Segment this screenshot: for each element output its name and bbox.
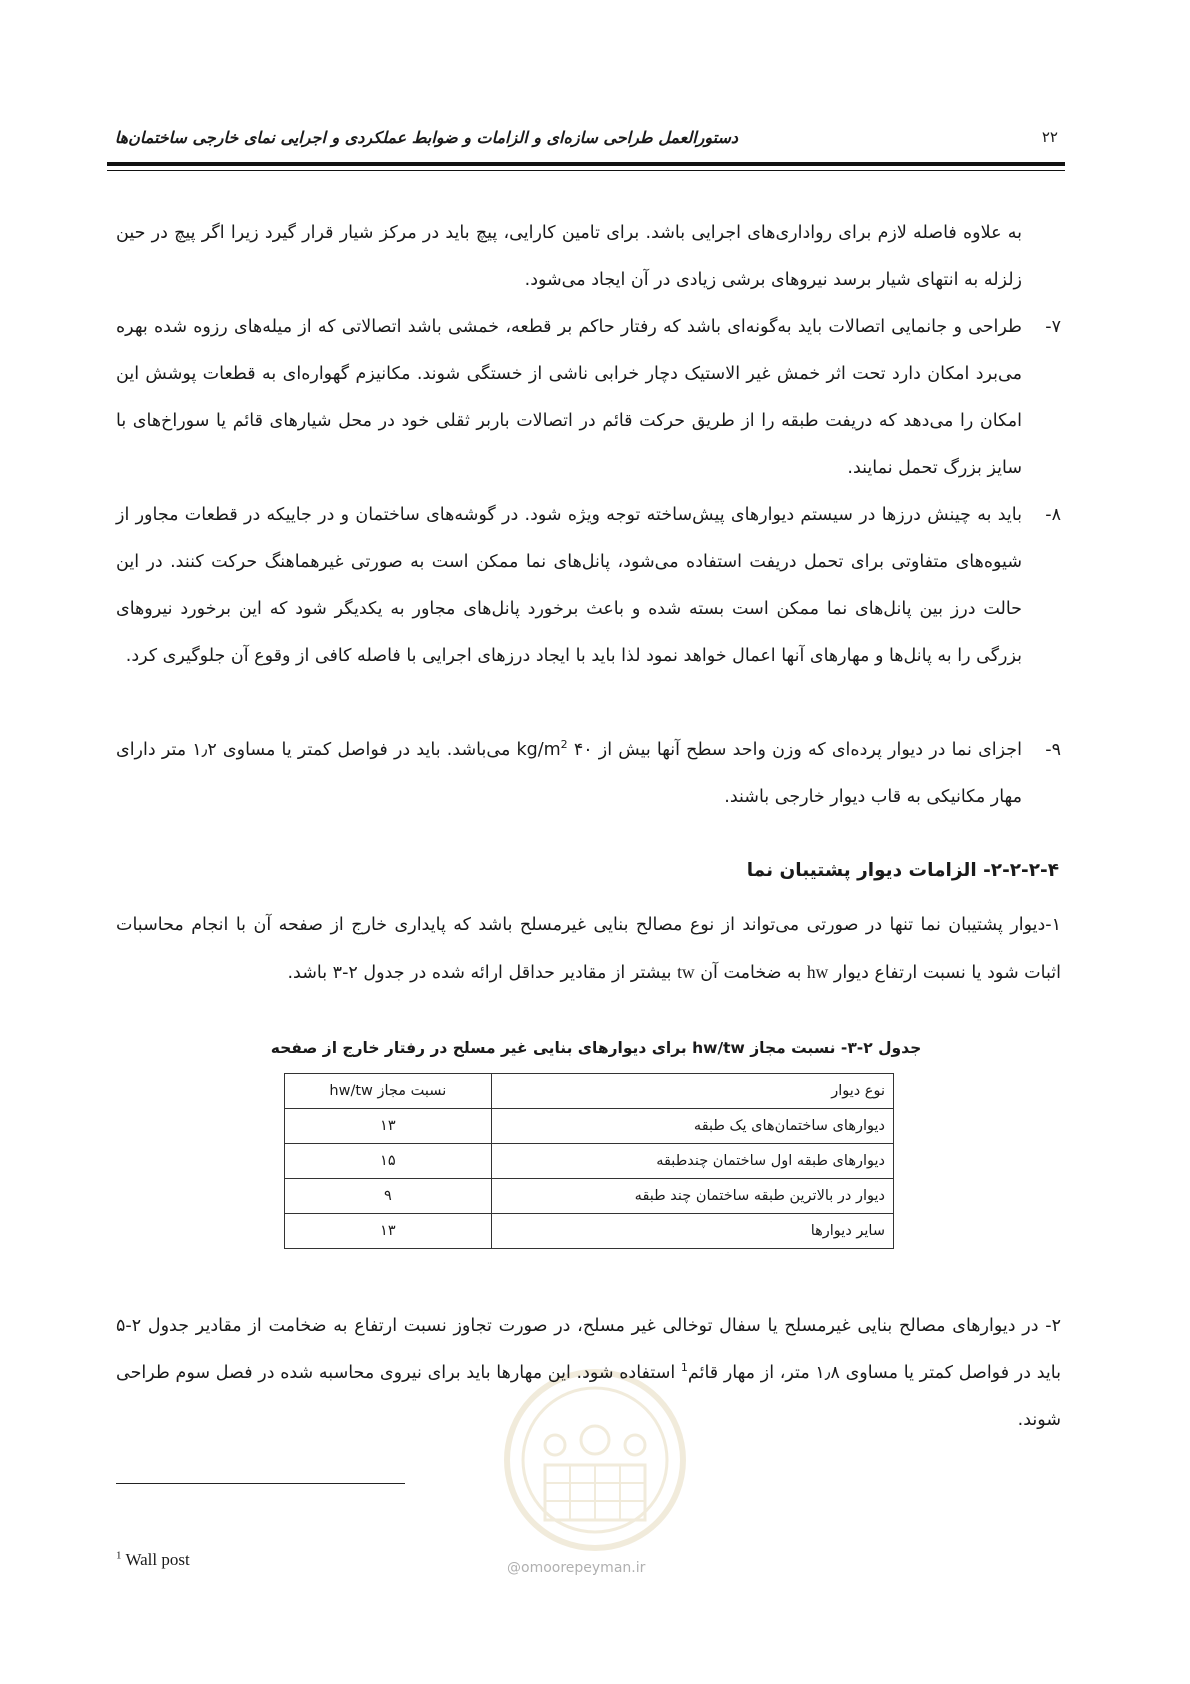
paragraph-1-text-b: به ضخامت آن xyxy=(700,963,802,983)
symbol-tw: tw xyxy=(677,962,695,982)
paragraph-1 xyxy=(116,902,1061,997)
table-row xyxy=(285,1179,894,1214)
ratio-table xyxy=(284,1073,894,1249)
list-item-9 xyxy=(116,727,1061,821)
table-cell: دیوارهای ساختمان‌های یک طبقه xyxy=(491,1109,893,1144)
footnote-marker: 1 xyxy=(680,1361,688,1375)
table-cell: ۱۳ xyxy=(285,1214,492,1249)
footnote-text: Wall post xyxy=(125,1550,190,1569)
unit-superscript: 2 xyxy=(560,738,568,752)
table-cell: سایر دیوارها xyxy=(491,1214,893,1249)
table-cell: ۹ xyxy=(285,1179,492,1214)
list-item-text: طراحی و جانمایی اتصالات باید به‌گونه‌ای باشد که رفتار حاکم بر قطعه، خمشی باشد اتصالاتی که از میله‌های رزوه شده بهره می‌برد امکان دارد تحت اثر خمش غیر الاستیک دچار خرابی ناشی از خستگی شوند. مکانیزم گهواره‌ای به قطعات پوشش این امکان را می‌دهد که دریفت طبقه را از طریق حرکت قائم در اتصالات باربر ثقلی خود در محل شیارهای قائم یا سوراخ‌های با سایز بزرگ تحمل نمایند. xyxy=(116,317,1022,478)
list-item-number: ۸- xyxy=(1045,505,1061,525)
paragraph-2-text-a: ۲- در دیوارهای مصالح بنایی غیرمسلح یا سفال توخالی غیر مسلح، در صورت تجاوز نسبت ارتفاع به ضخامت از مقادیر جدول ۲-۵ باید در فواصل کمتر یا مساوی ۱٫۸ متر، از مهار قائم xyxy=(116,1316,1061,1383)
table-row xyxy=(285,1109,894,1144)
table-cell: ۱۵ xyxy=(285,1144,492,1179)
table-header-row xyxy=(285,1074,894,1109)
paragraph-2-text-b: استفاده شود. این مهارها باید برای نیروی محاسبه شده در فصل سوم طراحی شوند. xyxy=(116,1363,1061,1430)
paragraph-1-text-a: ۱-دیوار پشتیبان نما تنها در صورتی می‌تواند از نوع مصالح بنایی غیرمسلح باشد که پایداری خارج از صفحه آن با انجام محاسبات اثبات شود یا نسبت ارتفاع دیوار xyxy=(116,915,1061,983)
list-item-number: ۹- xyxy=(1045,740,1061,760)
running-header-title: دستورالعمل طراحی سازه‌ای و الزامات و ضوابط عملکردی و اجرایی نمای خارجی ساختمان‌ها xyxy=(114,128,738,147)
symbol-hw: hw xyxy=(806,962,829,982)
table-cell: دیوار در بالاترین طبقه ساختمان چند طبقه xyxy=(491,1179,893,1214)
table-header-cell: نسبت مجاز hw/tw xyxy=(285,1074,492,1109)
list-item-text-b: می‌باشد. باید در فواصل کمتر یا مساوی ۱٫۲ متر دارای مهار مکانیکی به قاب دیوار خارجی باشند. xyxy=(116,740,1022,807)
footnote-number: 1 xyxy=(116,1549,122,1562)
table-cell: دیوارهای طبقه اول ساختمان چندطبقه xyxy=(491,1144,893,1179)
table-caption: جدول ۲-۳- نسبت مجاز hw/tw برای دیوارهای بنایی غیر مسلح در رفتار خارج از صفحه xyxy=(270,1039,922,1057)
list-item-text-a: اجزای نما در دیوار پرده‌ای که وزن واحد سطح آنها بیش از ۴۰ xyxy=(573,740,1022,760)
watermark-text: @omoorepeyman.ir xyxy=(507,1560,646,1576)
list-item-text xyxy=(116,727,1022,821)
table-cell: ۱۳ xyxy=(285,1109,492,1144)
paragraph-2 xyxy=(116,1303,1061,1444)
list-item-8 xyxy=(116,492,1061,680)
header-rule-thin xyxy=(107,170,1065,171)
paragraph-1-text-c: بیشتر از مقادیر حداقل ارائه شده در جدول ۲-۳ باشد. xyxy=(287,963,672,983)
list-item-7 xyxy=(116,304,1061,492)
footnote-rule xyxy=(116,1483,405,1484)
page-number: ۲۲ xyxy=(1041,128,1058,146)
header-rule-thick xyxy=(107,162,1065,166)
table-row xyxy=(285,1214,894,1249)
list-item-number: ۷- xyxy=(1045,317,1061,337)
footnote xyxy=(116,1550,190,1570)
unit-text: kg/m xyxy=(516,740,561,760)
list-item-text: باید به چینش درزها در سیستم دیوارهای پیش‌ساخته توجه ویژه شود. در گوشه‌های ساختمان و در جاییکه در قطعات مجاور از شیوه‌های متفاوتی برای تحمل دریفت استفاده می‌شود، پانل‌های نما ممکن است به صورتی غیرهماهنگ حرکت کنند. در این حالت درز بین پانل‌های نما ممکن است بسته شده و باعث برخورد پانل‌های مجاور به یکدیگر شود که این برخورد نیروهای بزرگی را به پانل‌ها و مهارهای آنها اعمال خواهد نمود لذا باید با ایجاد درزهای اجرایی با فاصله کافی از وقوع آن جلوگیری کرد. xyxy=(116,505,1022,666)
unit-kg-m2 xyxy=(516,740,567,760)
continuation-paragraph: به علاوه فاصله لازم برای رواداری‌های اجرایی باشد. برای تامین کارایی، پیچ باید در مرکز شیار قرار گیرد زیرا اگر پیچ در حین زلزله به انتهای شیار برسد نیروهای برشی زیادی در آن ایجاد می‌شود. xyxy=(116,223,1022,290)
table-row xyxy=(285,1144,894,1179)
section-heading: ۲-۲-۲-۴- الزامات دیوار پشتیبان نما xyxy=(746,860,1059,881)
table-header-cell: نوع دیوار xyxy=(491,1074,893,1109)
